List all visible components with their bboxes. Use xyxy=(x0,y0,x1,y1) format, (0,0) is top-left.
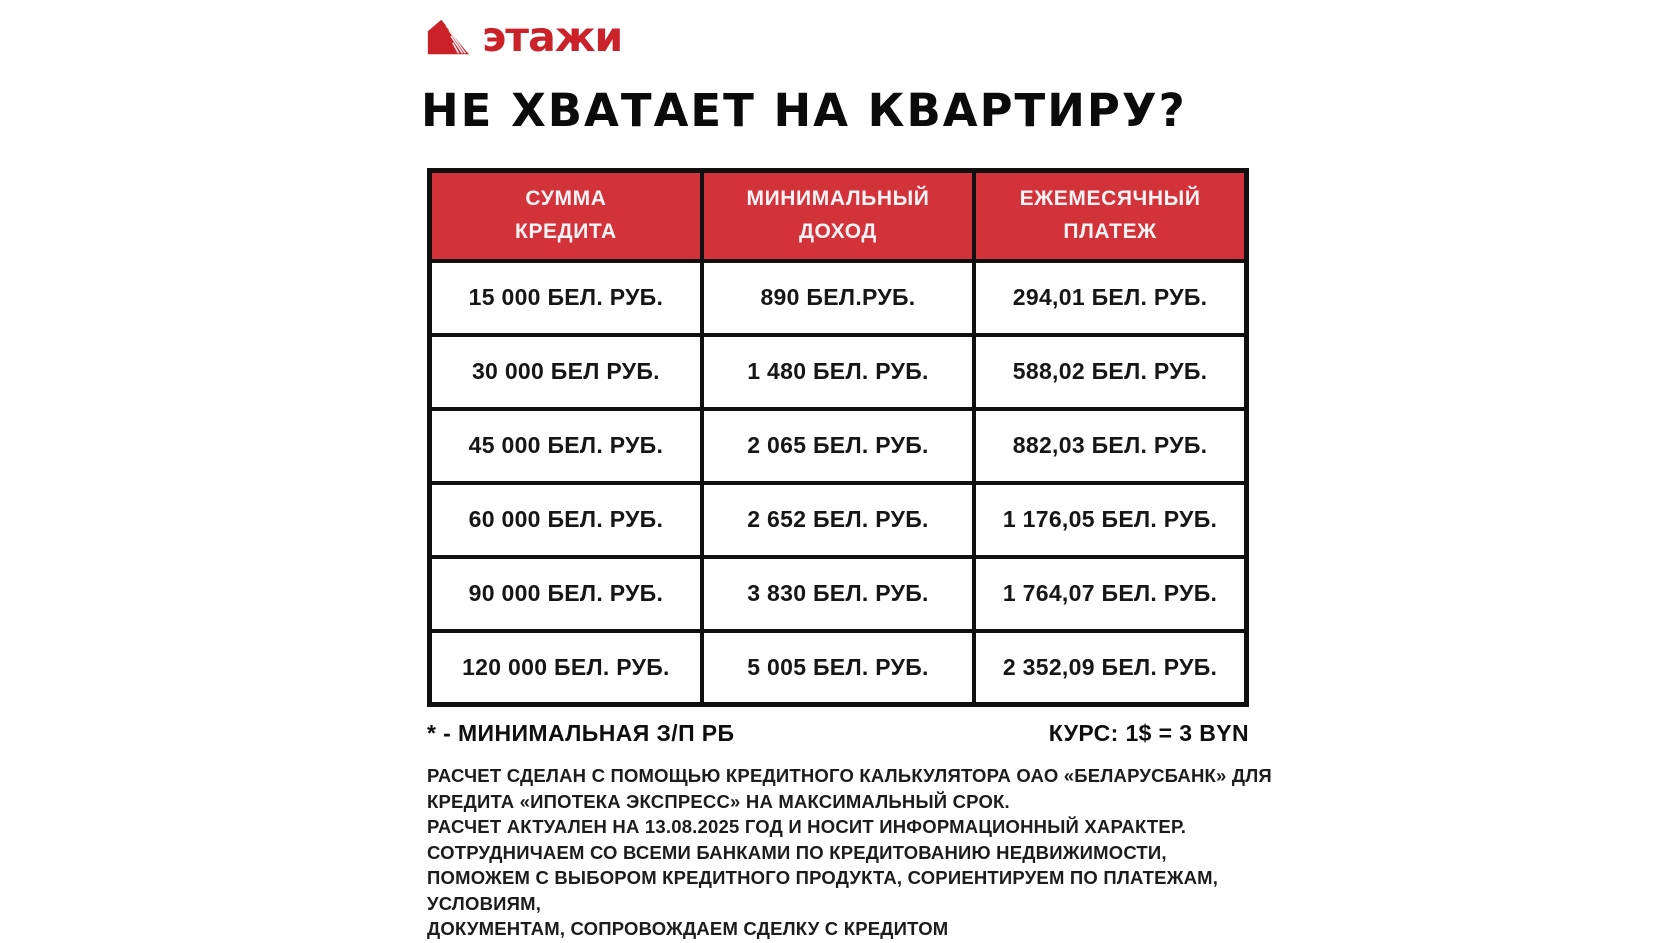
cell-monthly-payment: 1 764,07 БЕЛ. РУБ. xyxy=(974,557,1246,631)
page-title: НЕ ХВАТАЕТ НА КВАРТИРУ? xyxy=(421,84,1187,137)
footnote-exchange-rate: КУРС: 1$ = 3 BYN xyxy=(1048,720,1249,746)
header-line: ДОХОД xyxy=(799,219,877,243)
col-header-monthly-payment xyxy=(974,171,1246,261)
cell-monthly-payment: 1 176,05 БЕЛ. РУБ. xyxy=(974,483,1246,557)
credit-table xyxy=(427,168,1249,707)
header-line: КРЕДИТА xyxy=(515,219,617,243)
table-row xyxy=(430,261,1247,335)
header-line: МИНИМАЛЬНЫЙ xyxy=(746,187,930,211)
table-row xyxy=(430,483,1247,557)
brand-logo xyxy=(425,12,623,61)
cell-min-income: 2 065 БЕЛ. РУБ. xyxy=(702,409,974,483)
disclaimer-line: ПОМОЖЕМ С ВЫБОРОМ КРЕДИТНОГО ПРОДУКТА, СОРИЕНТИРУЕМ ПО ПЛАТЕЖАМ, xyxy=(427,867,1219,888)
cell-credit-sum: 120 000 БЕЛ. РУБ. xyxy=(430,631,702,705)
cell-min-income: 890 БЕЛ.РУБ. xyxy=(702,261,974,335)
disclaimer-text xyxy=(427,763,1287,942)
table-row xyxy=(430,335,1247,409)
table-row xyxy=(430,557,1247,631)
col-header-min-income xyxy=(702,171,974,261)
cell-min-income: 3 830 БЕЛ. РУБ. xyxy=(702,557,974,631)
table-header xyxy=(430,171,1247,261)
cell-monthly-payment: 294,01 БЕЛ. РУБ. xyxy=(974,261,1246,335)
cell-monthly-payment: 882,03 БЕЛ. РУБ. xyxy=(974,409,1246,483)
disclaimer-line: УСЛОВИЯМ, xyxy=(427,892,542,914)
house-icon xyxy=(425,16,473,58)
disclaimer-line: СОТРУДНИЧАЕМ СО ВСЕМИ БАНКАМИ ПО КРЕДИТОВАНИЮ НЕДВИЖИМОСТИ, xyxy=(427,841,1167,863)
cell-monthly-payment: 588,02 БЕЛ. РУБ. xyxy=(974,335,1246,409)
disclaimer-line: РАСЧЕТ СДЕЛАН С ПОМОЩЬЮ КРЕДИТНОГО КАЛЬКУЛЯТОРА ОАО «БЕЛАРУСБАНК» ДЛЯ xyxy=(427,765,1272,786)
footnotes-row xyxy=(427,720,1249,747)
cell-credit-sum: 30 000 БЕЛ РУБ. xyxy=(430,335,702,409)
cell-monthly-payment: 2 352,09 БЕЛ. РУБ. xyxy=(974,631,1246,705)
col-header-credit-sum xyxy=(430,171,702,261)
cell-credit-sum: 90 000 БЕЛ. РУБ. xyxy=(430,557,702,631)
table-row xyxy=(430,409,1247,483)
brand-name: этажи xyxy=(482,12,623,61)
cell-min-income: 1 480 БЕЛ. РУБ. xyxy=(702,335,974,409)
disclaimer-line: ДОКУМЕНТАМ, СОПРОВОЖДАЕМ СДЕЛКУ С КРЕДИТОМ xyxy=(427,918,949,939)
cell-credit-sum: 45 000 БЕЛ. РУБ. xyxy=(430,409,702,483)
disclaimer-line: КРЕДИТА «ИПОТЕКА ЭКСПРЕСС» НА МАКСИМАЛЬНЫЙ СРОК. xyxy=(427,790,1010,812)
cell-credit-sum: 15 000 БЕЛ. РУБ. xyxy=(430,261,702,335)
cell-credit-sum: 60 000 БЕЛ. РУБ. xyxy=(430,483,702,557)
header-line: ЕЖЕМЕСЯЧНЫЙ xyxy=(1019,187,1201,211)
header-line: СУММА xyxy=(525,187,607,211)
disclaimer-line: РАСЧЕТ АКТУАЛЕН НА 13.08.2025 ГОД И НОСИТ ИНФОРМАЦИОННЫЙ ХАРАКТЕР. xyxy=(427,816,1187,837)
cell-min-income: 2 652 БЕЛ. РУБ. xyxy=(702,483,974,557)
cell-min-income: 5 005 БЕЛ. РУБ. xyxy=(702,631,974,705)
header-line: ПЛАТЕЖ xyxy=(1063,219,1157,243)
footnote-min-salary: * - МИНИМАЛЬНАЯ З/П РБ xyxy=(427,720,735,746)
table-row xyxy=(430,631,1247,705)
